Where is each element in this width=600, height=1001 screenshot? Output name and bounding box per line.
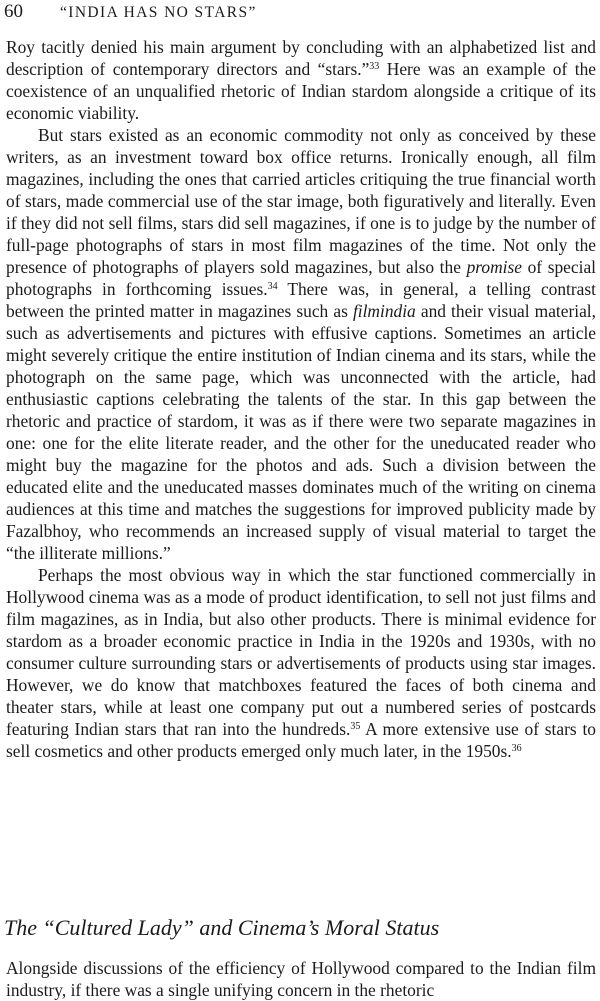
paragraph-text: Roy tacitly denied his main argument by concluding with an alphabetized list and description of contemporary directors and “stars.” (6, 37, 596, 79)
paragraph-text: Perhaps the most obvious way in which the star functioned commercially in Hollywood cinema was as a mode of product identification, to sell not just films and film magazines, as in India, but also other products. There is minimal evidence for stardom as a broader economic practice in India in the 1920s and 1930s, with no consumer culture surrounding stars or advertisements of products using star images. However, we do know that matchboxes featured the faces of both cinema and theater stars, while at least one company put out a numbered series of postcards featuring Indian stars that ran into the hundreds. (6, 565, 596, 739)
footnote-ref: 34 (267, 281, 278, 292)
body-text (6, 36, 596, 762)
paragraph-text: But stars existed as an economic commodity not only as conceived by these writers, as an investment toward box office returns. Ironically enough, all film magazines, including the ones that carried articles critiquing the true financial worth of stars, made commercial use of the star image, both figuratively and literally. Even if they did not sell films, stars did sell magazines, if one is to judge by the number of full-page photographs of stars in most film magazines of the time. Not only the presence of photographs of players sold magazines, but also the (6, 125, 596, 277)
footnote-ref: 33 (369, 61, 380, 72)
body-text-continued (6, 957, 596, 1001)
running-title: “INDIA HAS NO STARS” (60, 4, 257, 21)
paragraph (6, 564, 596, 762)
emphasis-text: filmindia (352, 301, 416, 321)
paragraph-text: There was, in general, a telling contrast between the printed matter in magazines such as (6, 279, 596, 321)
paragraph-continued: Alongside discussions of the efficiency of Hollywood compared to the Indian film industry, if there was a single unifying concern in the rhetoric (6, 958, 596, 1000)
emphasis-text: promise (466, 257, 522, 277)
footnote-ref: 36 (511, 743, 522, 754)
paragraph-text: A more extensive use of stars to sell cosmetics and other products emerged only much later, in the 1950s. (6, 719, 596, 761)
paragraph-text: and their visual material, such as advertisements and pictures with effusive captions. Sometimes an article might severely critique the entire institution of Indian cinema and its stars, while the photograph on the same page, which was unconnected with the article, had enthusiastic captions celebrating the talents of the star. In this gap between the rhetoric and practice of stardom, it was as if there were two separate magazines in one: one for the elite literate reader, and the other for the uneducated reader who might buy the magazine for the photos and ads. Such a division between the educated elite and the uneducated masses dominates much of the writing on cinema audiences at this time and matches the suggestions for improved publicity made by Fazalbhoy, who recommends an increased supply of visual material to target the “the illiterate millions.” (6, 301, 596, 563)
paragraph-text: Here was an example of the coexistence of an unqualified rhetoric of Indian stardom alongside a critique of its economic viability. (6, 59, 596, 123)
paragraph-text: of special photographs in forthcoming issues. (6, 257, 596, 299)
paragraph (6, 36, 596, 124)
paragraph (6, 124, 596, 564)
footnote-ref: 35 (350, 721, 361, 732)
page-number: 60 (4, 1, 23, 22)
section-heading: The “Cultured Lady” and Cinema’s Moral Status (4, 915, 440, 940)
running-head (4, 1, 257, 25)
